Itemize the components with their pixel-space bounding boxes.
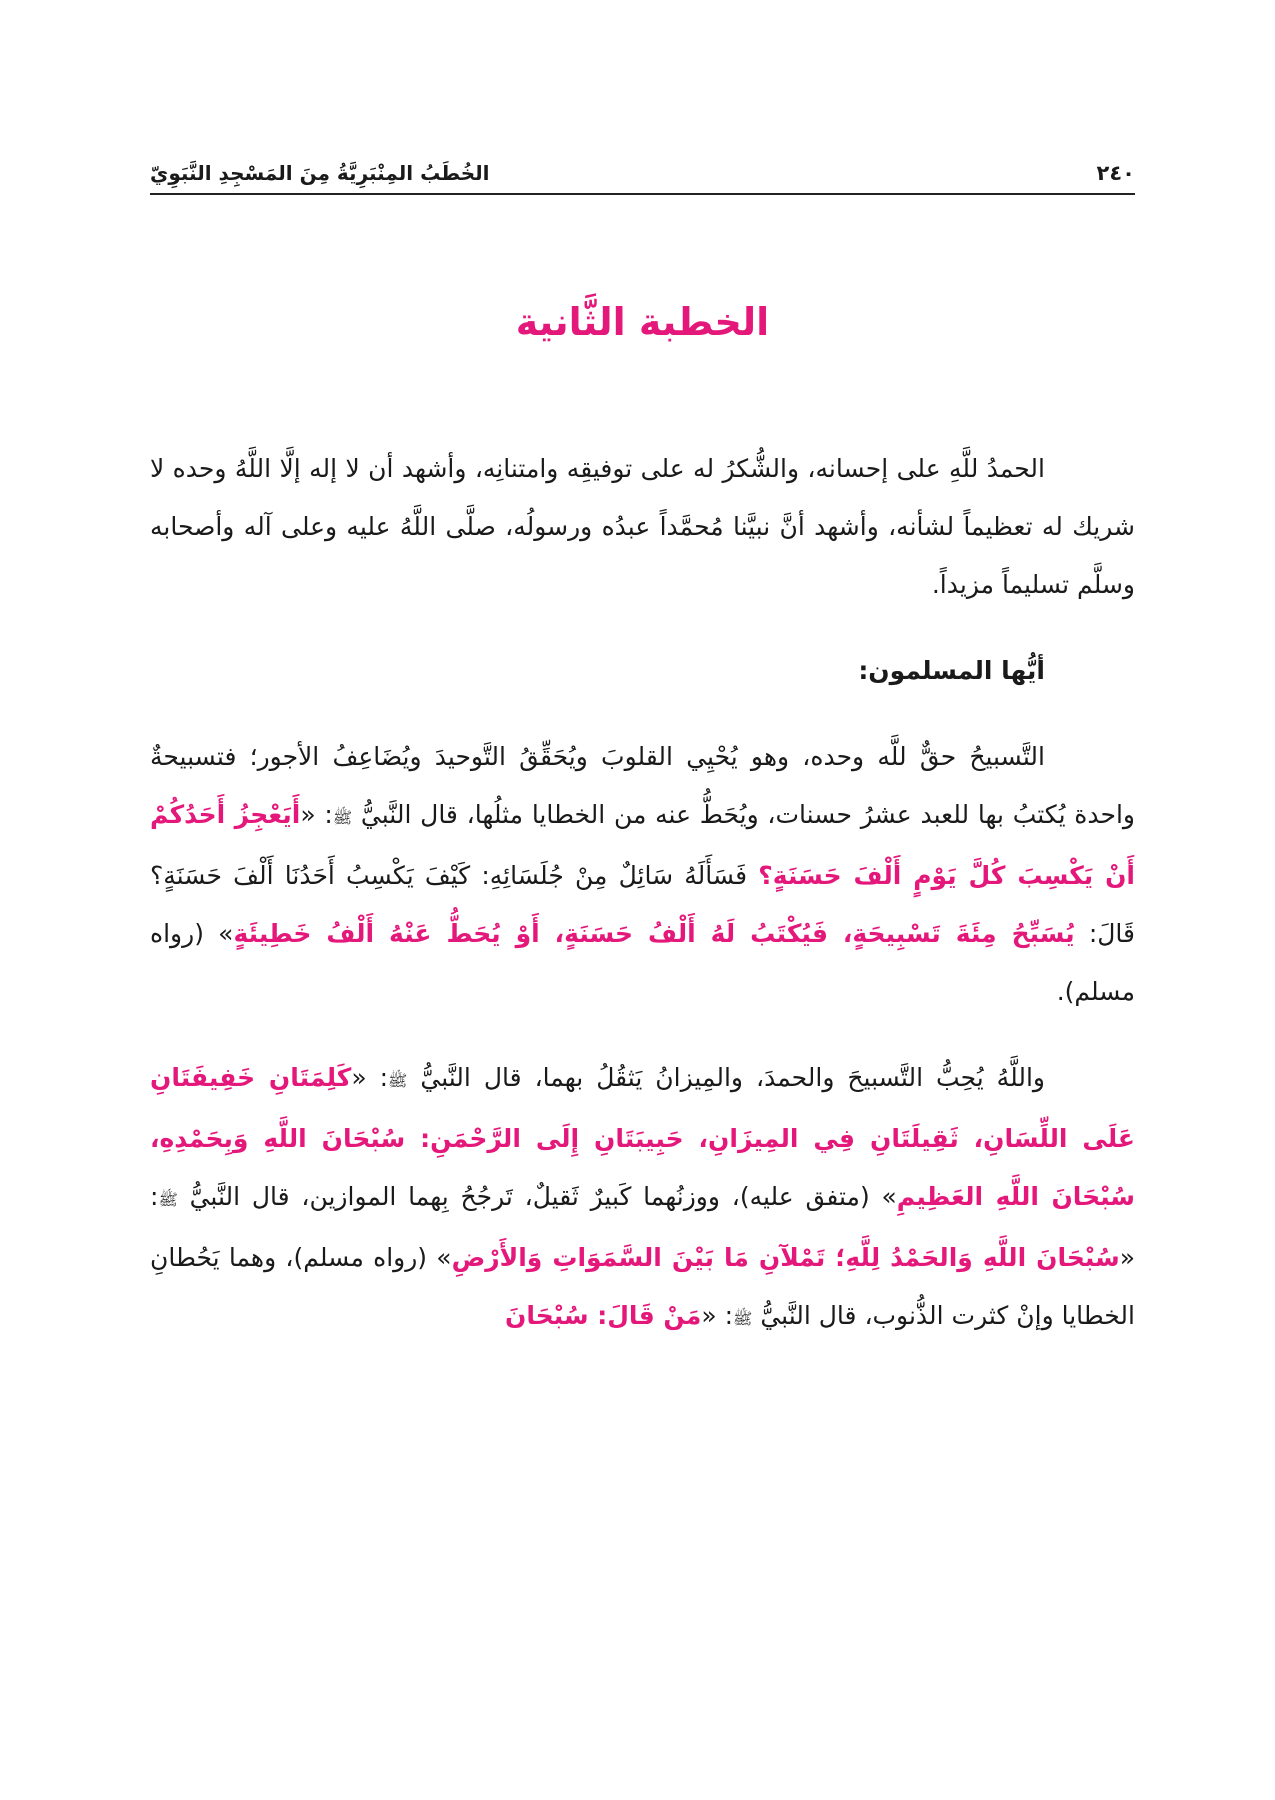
hadith-quote: كَلِمَتَانِ خَفِيفَتَانِ عَلَى اللِّسَانِ، ثَقِيلَتَانِ فِي المِيزَانِ، حَبِيبَتَانِ إِلَى الرَّحْمَنِ: سُبْحَانَ اللَّهِ وَبِحَمْدِهِ، سُبْحَانَ اللَّهِ العَظِيمِ — [150, 1063, 1135, 1211]
text-run: » (رواه مسلم). — [150, 919, 1135, 1006]
book-page — [150, 0, 1135, 1800]
text-run: » (رواه مسلم)، وهما يَحُطانِ الخطايا وإنْ كثرت الذُّنوب، قال النَّبيُّ — [150, 1243, 1135, 1330]
running-header — [150, 145, 1135, 195]
hadith-quote: يُسَبِّحُ مِئَةَ تَسْبِيحَةٍ، فَيُكْتَبُ لَهُ أَلْفُ حَسَنَةٍ، أَوْ يُحَطُّ عَنْهُ أَلْفُ خَطِيئَةٍ — [233, 919, 1075, 948]
paragraph-intro: الحمدُ للَّهِ على إحسانه، والشُّكرُ له على توفيقِه وامتنانِه، وأشهد أن لا إله إلَّا اللَّهُ وحده لا شريك له تعظيماً لشأنه، وأشهد أنَّ نبيَّنا مُحمَّداً عبدُه ورسولُه، صلَّى اللَّهُ عليه وعلى آله وأصحابه وسلَّم تسليماً مزيداً. — [150, 454, 1135, 599]
paragraph-tasbih-virtue — [150, 728, 1135, 1021]
text-run: فَسَأَلَهُ سَائِلٌ مِنْ جُلَسَائِهِ: كَيْفَ يَكْسِبُ أَحَدُنَا أَلْفَ حَسَنَةٍ؟ قَالَ: — [150, 861, 1136, 948]
hadith-quote: مَنْ قَالَ: سُبْحَانَ — [505, 1301, 702, 1330]
salutation-glyph: ﷺ — [158, 1190, 178, 1209]
hadith-quote: أَيَعْجِزُ أَحَدُكُمْ أَنْ يَكْسِبَ كُلَّ يَوْمٍ أَلْفَ حَسَنَةٍ؟ — [150, 800, 1135, 890]
section-title: الخطبة الثَّانية — [515, 300, 770, 344]
salutation-glyph: ﷺ — [332, 808, 353, 827]
text-run: » (متفق عليه)، ووزنُهما كَبيرٌ ثَقيلٌ، تَرجُحُ بِهما الموازين، قال النَّبيُّ — [189, 1182, 897, 1211]
body-text — [150, 440, 1135, 1348]
hadith-quote: سُبْحَانَ اللَّهِ وَالحَمْدُ لِلَّهِ؛ تَمْلآنِ مَا بَيْنَ السَّمَوَاتِ وَالأَرْضِ — [451, 1243, 1120, 1272]
page-number: ٢٤٠ — [1096, 161, 1135, 185]
paragraph-address: أيُّها المسلمون: — [858, 656, 1045, 685]
text-run: : « — [701, 1301, 734, 1330]
text-run: : « — [150, 1182, 1135, 1272]
text-run: : « — [351, 1063, 389, 1092]
salutation-glyph: ﷺ — [733, 1309, 753, 1328]
text-run: التَّسبيحُ حقٌّ للَّه وحده، وهو يُحْيِي القلوبَ ويُحَقِّقُ التَّوحيدَ ويُضَاعِفُ الأجور؛ فتسبيحةٌ واحدة يُكتبُ بها للعبد عشرُ حسنات، ويُحَطُّ عنه من الخطايا مثلُها، قال النَّبيُّ — [150, 742, 1135, 829]
salutation-glyph: ﷺ — [388, 1071, 408, 1090]
text-run: : « — [300, 800, 333, 829]
book-title: الخُطَبُ المِنْبَرِيَّةُ مِنَ المَسْجِدِ النَّبَوِيّ — [150, 161, 490, 185]
paragraph-tasbih-weight — [150, 1049, 1135, 1348]
text-run: واللَّهُ يُحِبُّ التَّسبيحَ والحمدَ، والمِيزانُ يَثقُلُ بهما، قال النَّبيُّ — [420, 1063, 1045, 1092]
